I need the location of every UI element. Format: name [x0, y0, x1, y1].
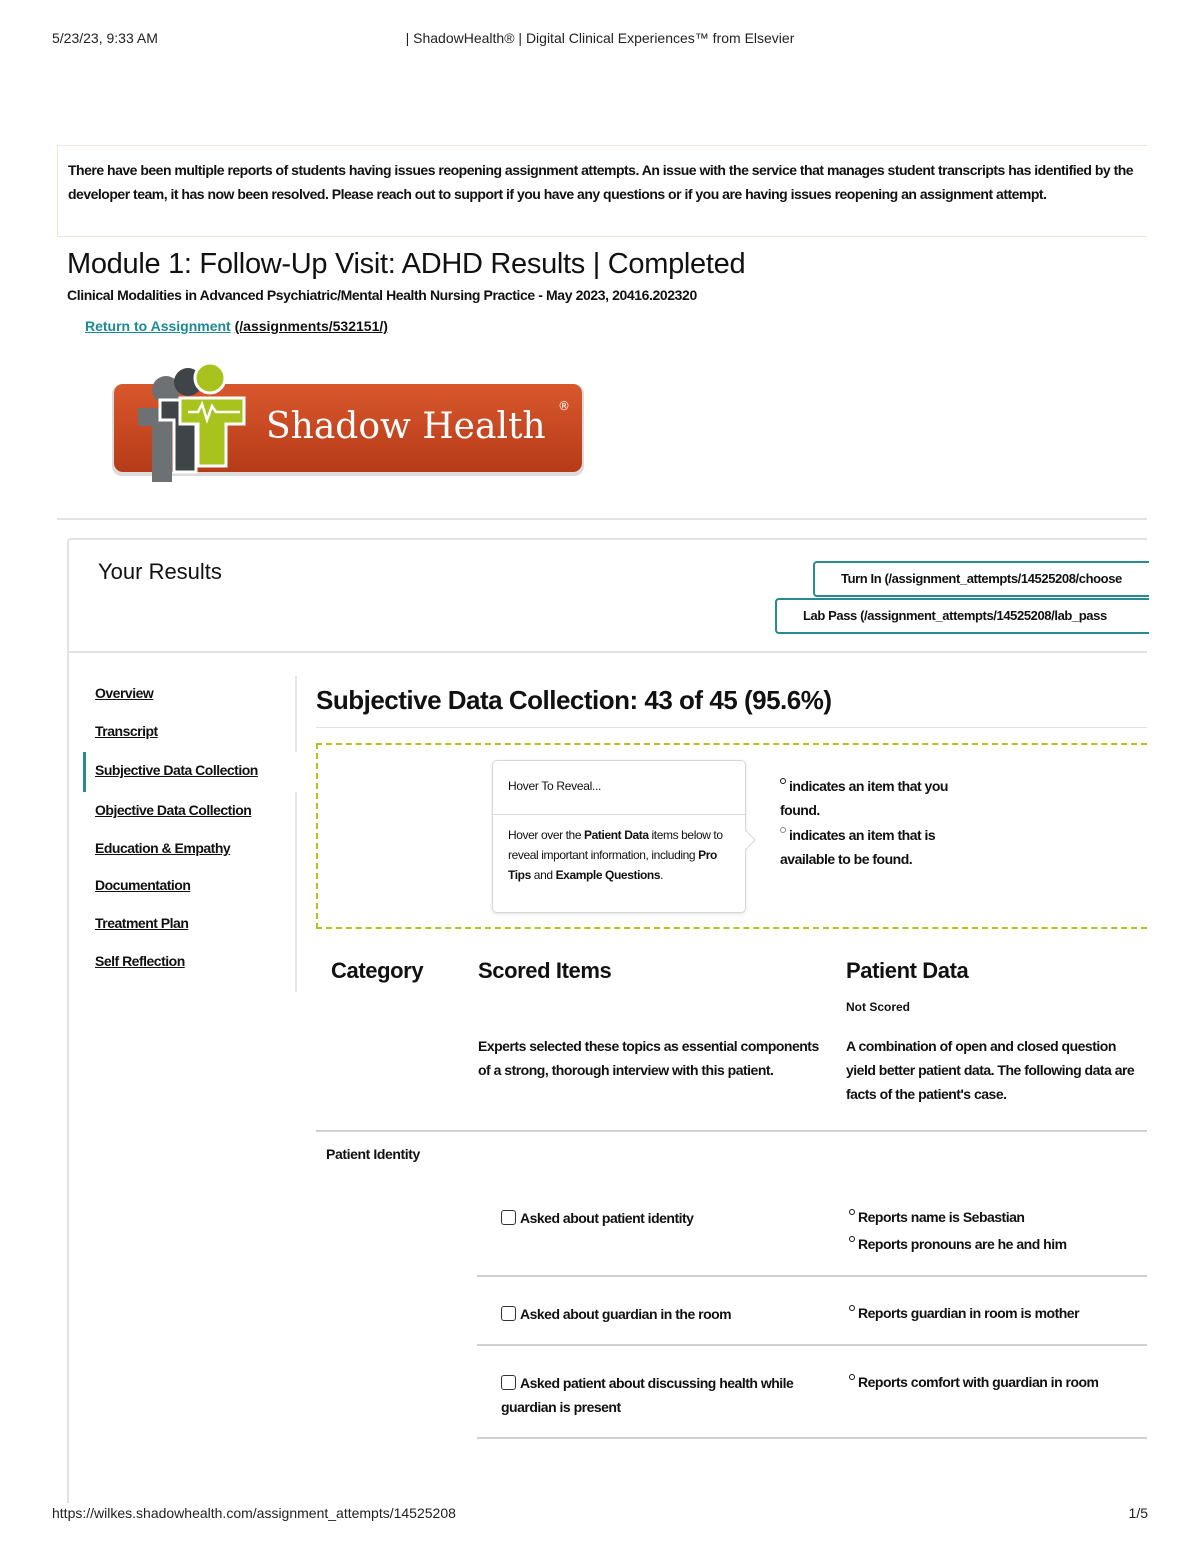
legend-found: indicates an item that you found. — [780, 778, 948, 818]
row-divider — [477, 1275, 1147, 1277]
return-to-assignment-href: (/assignments/532151/) — [234, 318, 388, 334]
results-left-border — [67, 653, 69, 1503]
section-title: Subjective Data Collection: 43 of 45 (95.6%) — [316, 685, 832, 715]
sidenav-item-objective-data[interactable]: Objective Data Collection — [95, 802, 252, 818]
patient-fact[interactable]: Reports pronouns are he and him — [849, 1236, 1067, 1252]
patient-data-description: A combination of open and closed question yield better patient data. The following data are facts of the patient's case. — [846, 1038, 1135, 1102]
not-scored-label: Not Scored — [846, 1000, 911, 1014]
sidenav-item-transcript[interactable]: Transcript — [95, 723, 158, 739]
found-indicator-icon — [780, 778, 786, 784]
found-indicator-icon — [849, 1374, 855, 1380]
print-page-title: | ShadowHealth® | Digital Clinical Experiences™ from Elsevier — [405, 30, 795, 46]
unchecked-box-icon — [501, 1375, 516, 1390]
page-title: Module 1: Follow-Up Visit: ADHD Results | Completed — [67, 248, 746, 280]
available-indicator-icon — [780, 827, 786, 833]
found-indicator-icon — [849, 1305, 855, 1311]
legend-available: indicates an item that is available to be found. — [780, 827, 936, 867]
legend-box — [316, 743, 1147, 929]
return-to-assignment-link[interactable]: Return to Assignment — [85, 318, 231, 334]
hover-tooltip-example — [492, 760, 746, 913]
return-to-assignment — [85, 318, 388, 334]
registered-mark: ® — [558, 399, 570, 413]
sidenav-item-documentation[interactable]: Documentation — [95, 877, 191, 893]
print-header — [52, 30, 1148, 50]
sidenav-item-education-empathy[interactable]: Education & Empathy — [95, 840, 231, 856]
found-indicator-icon — [849, 1236, 855, 1242]
lab-pass-button[interactable]: Lab Pass (/assignment_attempts/14525208/lab_pass — [775, 598, 1149, 634]
row-divider — [477, 1437, 1147, 1439]
print-url: https://wilkes.shadowhealth.com/assignment_attempts/14525208 — [52, 1505, 456, 1521]
patient-fact[interactable]: Reports name is Sebastian — [849, 1209, 1024, 1225]
patient-fact[interactable]: Reports comfort with guardian in room — [849, 1374, 1099, 1390]
scored-item[interactable]: Asked about patient identity — [501, 1206, 801, 1230]
print-footer — [52, 1505, 1148, 1525]
section-title-rule — [316, 727, 1147, 728]
tooltip-body: Hover over the Patient Data items below to reveal important information, including Pro Tips and Example Questions. — [508, 828, 723, 882]
patient-fact[interactable]: Reports guardian in room is mother — [849, 1305, 1079, 1321]
turn-in-button[interactable]: Turn In (/assignment_attempts/14525208/choose — [813, 561, 1149, 597]
results-sidenav — [83, 676, 297, 992]
results-title: Your Results — [98, 559, 222, 584]
scored-items-description: Experts selected these topics as essential components of a strong, thorough interview with this patient. — [478, 1038, 819, 1078]
section-divider — [57, 518, 1147, 520]
sidenav-item-overview[interactable]: Overview — [95, 685, 154, 701]
tooltip-arrow — [736, 830, 756, 850]
category-patient-identity: Patient Identity — [326, 1146, 420, 1162]
print-datetime: 5/23/23, 9:33 AM — [52, 30, 158, 46]
sidenav-item-subjective-data[interactable]: Subjective Data Collection — [95, 762, 258, 778]
notice-banner: There have been multiple reports of students having issues reopening assignment attempts. An issue with the service that manages student transcripts has identified by the developer team, it has now been resolved. Please reach out to support if you have any questions or if you are having issues reopening an assignment attempt. — [57, 145, 1147, 237]
sidenav-item-self-reflection[interactable]: Self Reflection — [95, 953, 185, 969]
column-header-scored-items: Scored Items — [478, 958, 612, 983]
table-header-rule — [316, 1130, 1147, 1132]
column-header-patient-data: Patient Data — [846, 958, 969, 983]
unchecked-box-icon — [501, 1306, 516, 1321]
scored-item[interactable]: Asked about guardian in the room — [501, 1302, 801, 1326]
print-page-number: 1/5 — [1128, 1505, 1148, 1521]
shadow-health-logo — [108, 360, 588, 490]
unchecked-box-icon — [501, 1210, 516, 1225]
logo-text: Shadow Health — [266, 406, 546, 447]
sidenav-item-treatment-plan[interactable]: Treatment Plan — [95, 915, 189, 931]
found-indicator-icon — [849, 1209, 855, 1215]
column-header-category: Category — [331, 958, 424, 983]
row-divider — [477, 1344, 1147, 1346]
course-name: Clinical Modalities in Advanced Psychiatric/Mental Health Nursing Practice - May 2023, 20416.202320 — [67, 287, 697, 303]
tooltip-heading: Hover To Reveal... — [493, 761, 745, 815]
results-header-card — [67, 538, 1147, 653]
scored-item[interactable]: Asked patient about discussing health while guardian is present — [501, 1375, 794, 1415]
